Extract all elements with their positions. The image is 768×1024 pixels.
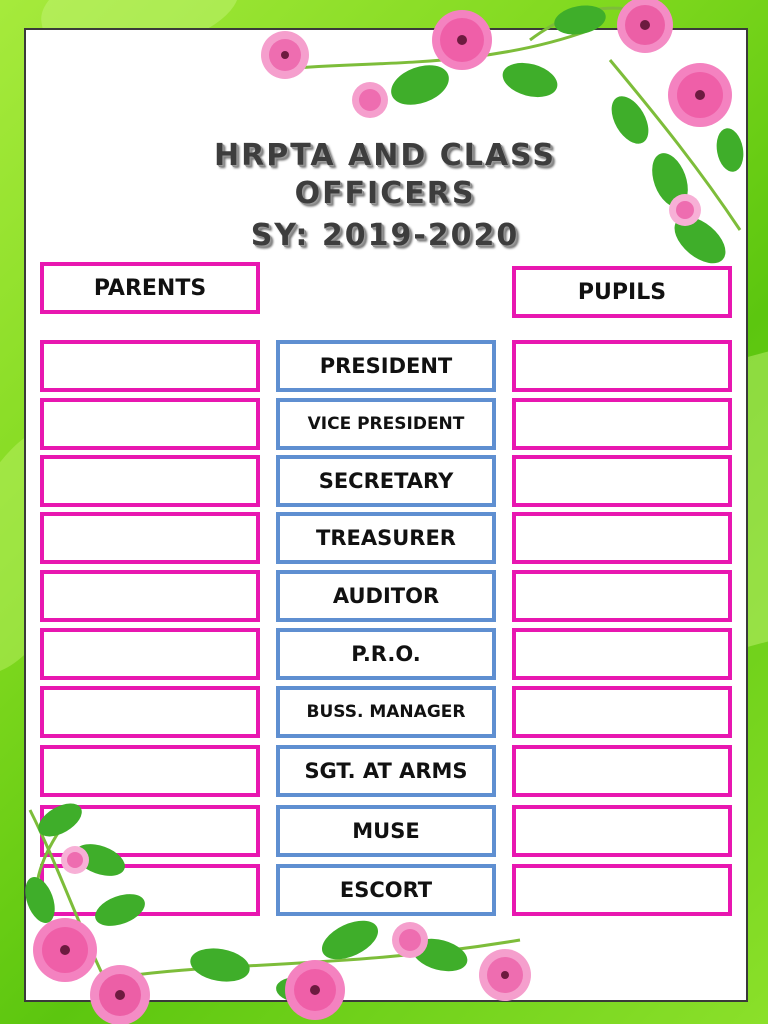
role-label: TREASURER [276,512,496,564]
title-line-3: SY: 2019-2020 [250,218,520,253]
pupil-name-field[interactable] [512,686,732,738]
role-label: SECRETARY [276,455,496,507]
pupil-name-field[interactable] [512,570,732,622]
parent-name-field[interactable] [40,455,260,507]
role-label: P.R.O. [276,628,496,680]
pupil-name-field[interactable] [512,628,732,680]
title-line-2: OFFICERS [294,176,476,211]
pupil-name-field[interactable] [512,398,732,450]
parent-name-field[interactable] [40,570,260,622]
role-label: SGT. AT ARMS [276,745,496,797]
role-label: AUDITOR [276,570,496,622]
parent-name-field[interactable] [40,340,260,392]
pupil-name-field[interactable] [512,512,732,564]
pupil-name-field[interactable] [512,340,732,392]
pupils-header: PUPILS [512,266,732,318]
flower-decoration-bottom-left [0,790,560,1024]
parents-header: PARENTS [40,262,260,314]
parent-name-field[interactable] [40,398,260,450]
parent-name-field[interactable] [40,686,260,738]
role-label: MUSE [276,805,496,857]
role-label: VICE PRESIDENT [276,398,496,450]
title-line-1: HRPTA AND CLASS [214,138,556,173]
role-label: BUSS. MANAGER [276,686,496,738]
parent-name-field[interactable] [40,628,260,680]
parent-name-field[interactable] [40,512,260,564]
role-label: PRESIDENT [276,340,496,392]
role-label: ESCORT [276,864,496,916]
pupil-name-field[interactable] [512,455,732,507]
